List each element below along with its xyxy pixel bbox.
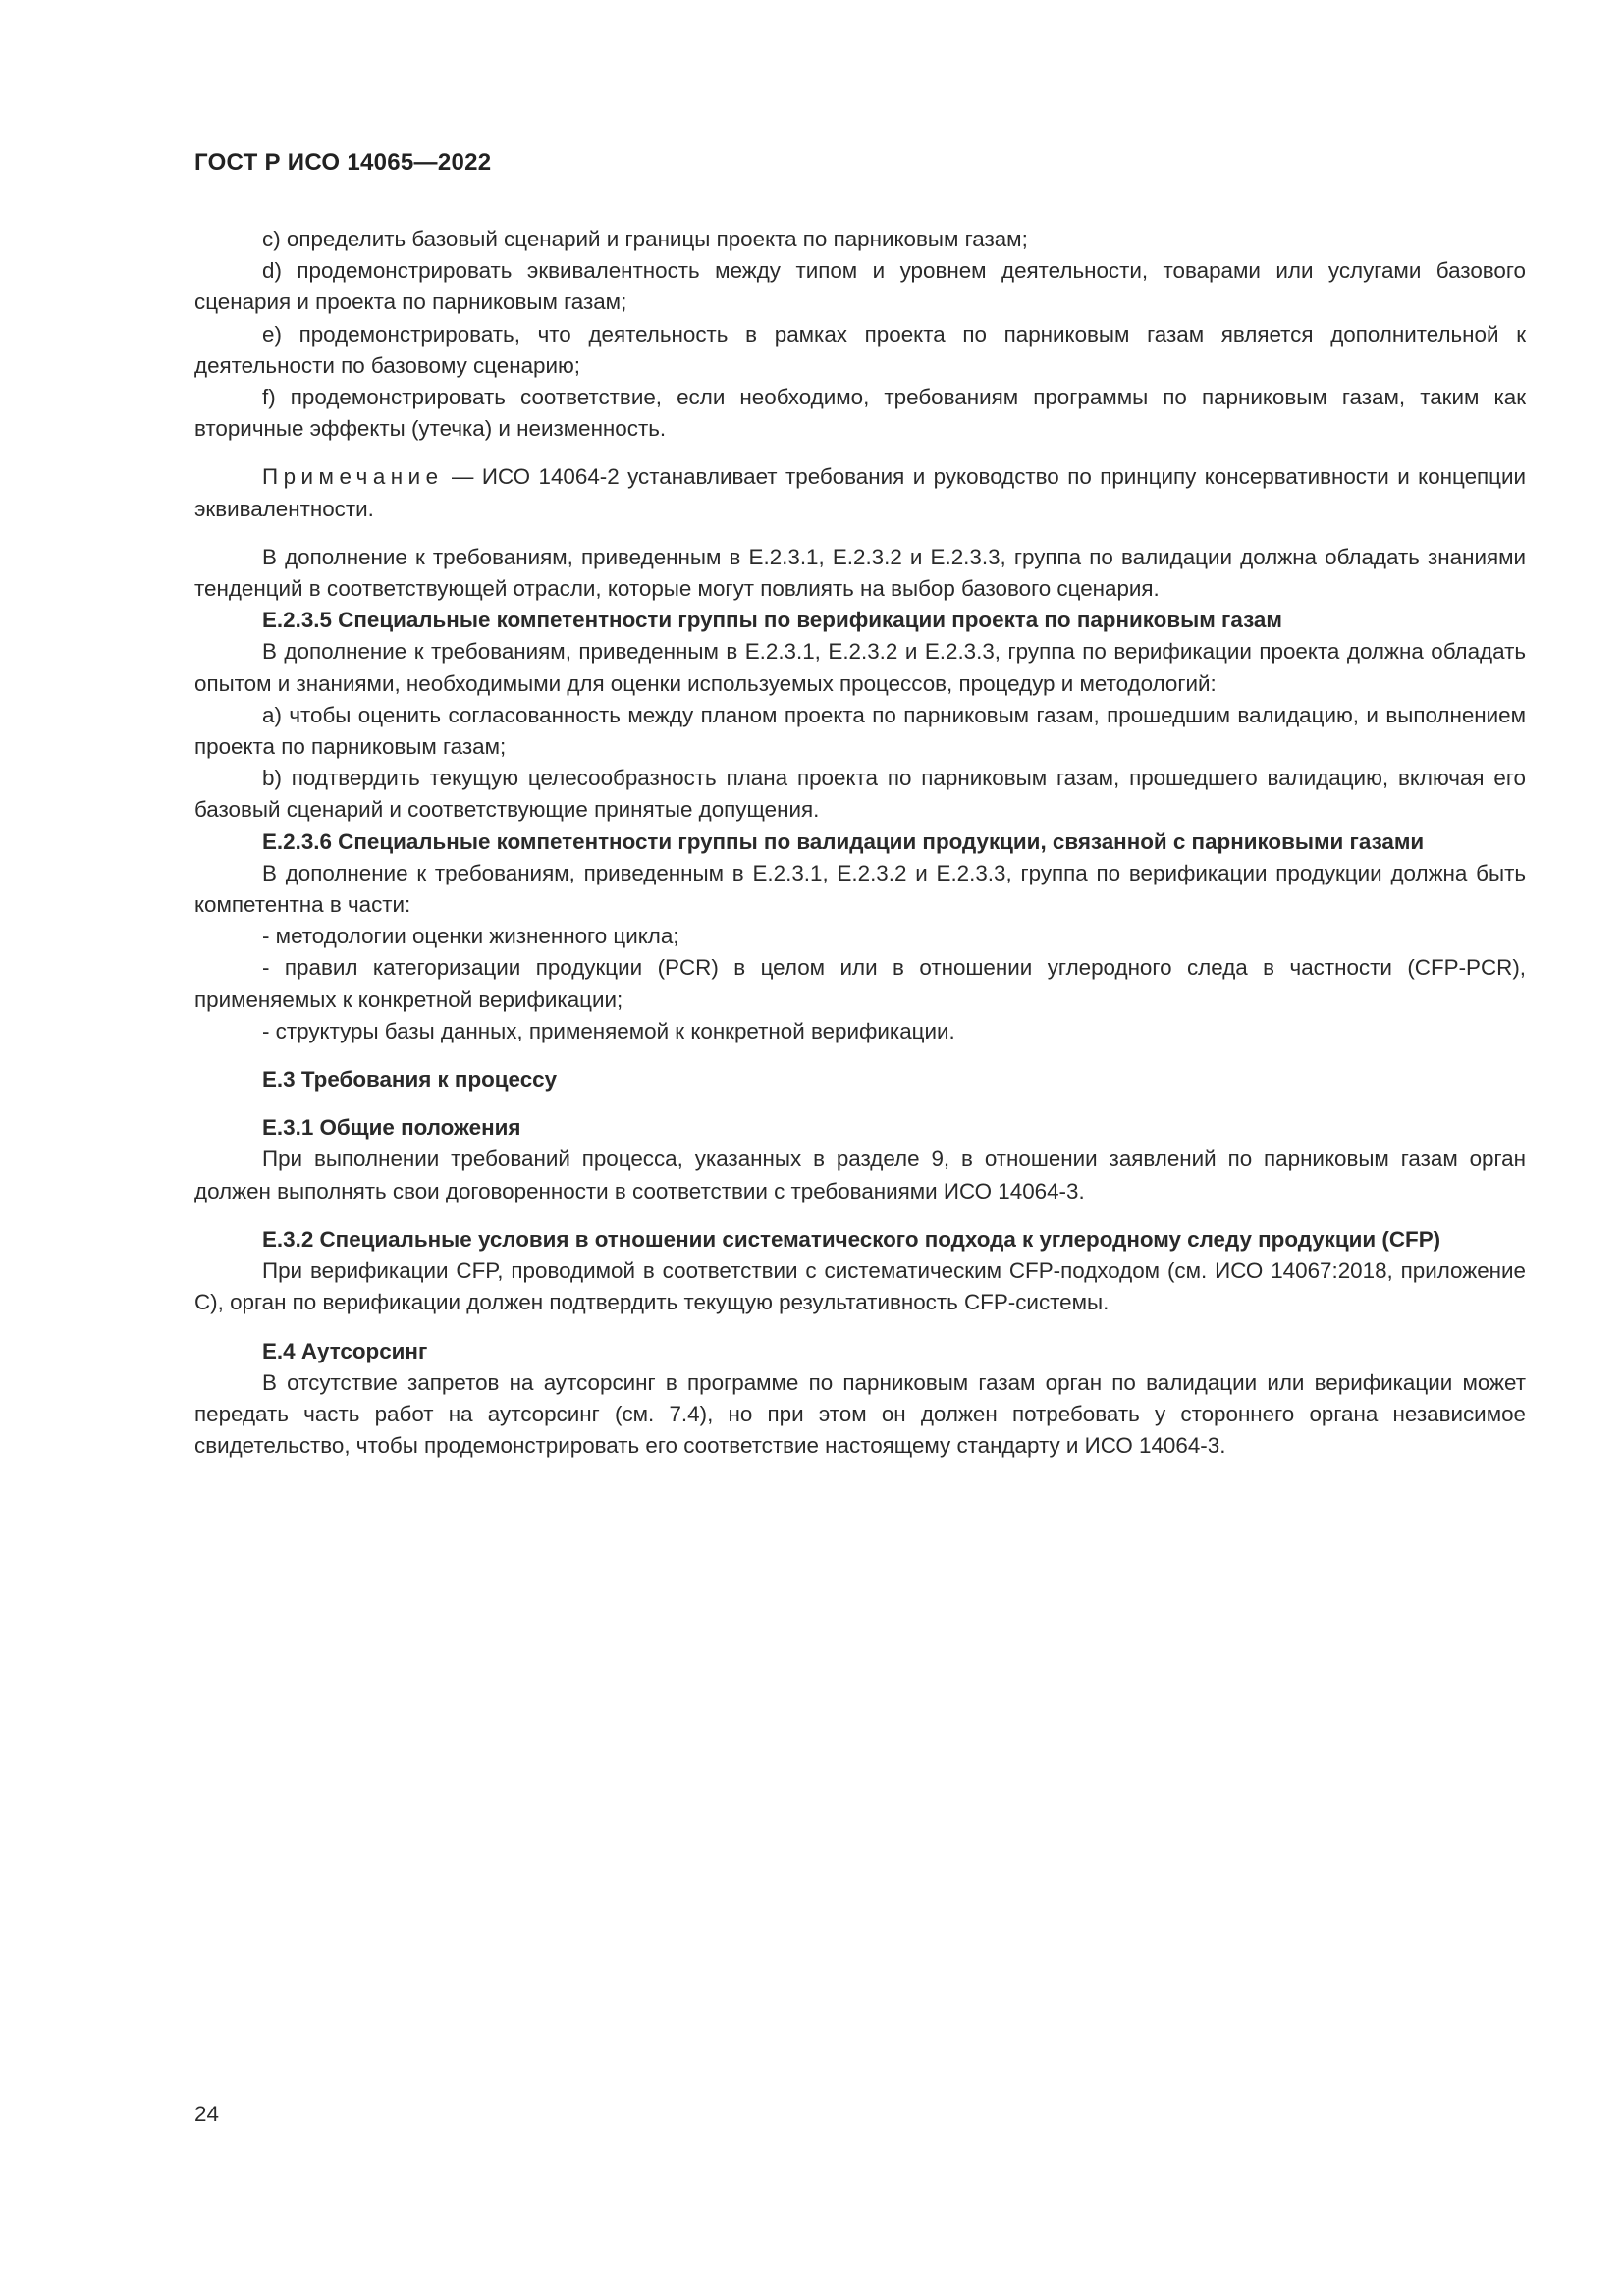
- document-body: [194, 224, 1526, 1462]
- list-item-c: с) определить базовый сценарий и границы проекта по парниковым газам;: [262, 227, 1028, 251]
- note-text: — ИСО 14064-2 устанавливает требования и руководство по принципу консервативности и концепции эквивалентности.: [194, 464, 1526, 521]
- section-heading-e32: Е.3.2 Специальные условия в отношении систематического подхода к углеродному следу продукции (CFP): [262, 1226, 1441, 1252]
- list-item-f: f) продемонстрировать соответствие, если необходимо, требованиям программы по парниковым газам, таким как вторичные эффекты (утечка) и неизменность.: [194, 385, 1526, 442]
- e235-item-a: а) чтобы оценить согласованность между планом проекта по парниковым газам, прошедшим валидацию, и выполнением проекта по парниковым газам;: [194, 702, 1526, 760]
- list-item-e: е) продемонстрировать, что деятельность в рамках проекта по парниковым газам является дополнительной к деятельности по базовому сценарию;: [194, 321, 1526, 378]
- section-heading-e31: Е.3.1 Общие положения: [262, 1115, 521, 1141]
- section-heading-e4: Е.4 Аутсорсинг: [262, 1338, 428, 1363]
- e236-item-3: - структуры базы данных, применяемой к конкретной верификации.: [262, 1018, 955, 1043]
- list-item-d: d) продемонстрировать эквивалентность между типом и уровнем деятельности, товарами или услугами базового сценария и проекта по парниковым газам;: [194, 258, 1526, 315]
- page-number: 24: [194, 2102, 219, 2126]
- e235-item-b: b) подтвердить текущую целесообразность плана проекта по парниковым газам, прошедшего валидацию, включая его базовый сценарий и соответствующие принятые допущения.: [194, 766, 1526, 823]
- e31-text: При выполнении требований процесса, указанных в разделе 9, в отношении заявлений по парниковым газам орган должен выполнять свои договоренности в соответствии с требованиями ИСО 14064-3.: [194, 1147, 1526, 1203]
- page-header-title: ГОСТ Р ИСО 14065—2022: [194, 149, 492, 176]
- section-heading-e235: Е.2.3.5 Специальные компетентности группы по верификации проекта по парниковым газам: [262, 608, 1282, 633]
- e236-item-2: - правил категоризации продукции (PCR) в целом или в отношении углеродного следа в частности (CFP-PCR), применяемых к конкретной верификации;: [194, 955, 1526, 1012]
- e235-intro: В дополнение к требованиям, приведенным в Е.2.3.1, Е.2.3.2 и Е.2.3.3, группа по верификации проекта должна обладать опытом и знаниями, необходимыми для оценки используемых процессов, процедур и методологий:: [194, 639, 1526, 696]
- e32-text: При верификации CFP, проводимой в соответствии с систематическим CFP-подходом (см. ИСО 14067:2018, приложение С), орган по верификации должен подтвердить текущую результативность CFP-системы.: [194, 1258, 1526, 1315]
- note-label: Примечание: [262, 464, 444, 490]
- section-heading-e236: Е.2.3.6 Специальные компетентности группы по валидации продукции, связанной с парниковыми газами: [262, 828, 1425, 854]
- e236-item-1: - методологии оценки жизненного цикла;: [262, 924, 679, 949]
- section-heading-e3: Е.3 Требования к процессу: [262, 1067, 558, 1093]
- validation-paragraph: В дополнение к требованиям, приведенным в Е.2.3.1, Е.2.3.2 и Е.2.3.3, группа по валидации должна обладать знаниями тенденций в соответствующей отрасли, которые могут повлиять на выбор базового сценария.: [194, 544, 1526, 602]
- e4-text: В отсутствие запретов на аутсорсинг в программе по парниковым газам орган по валидации или верификации может передать часть работ на аутсорсинг (см. 7.4), но при этом он должен потребовать у стороннего органа независимое свидетельство, чтобы продемонстрировать его соответствие настоящему стандарту и ИСО 14064-3.: [194, 1369, 1526, 1459]
- e236-intro: В дополнение к требованиям, приведенным в Е.2.3.1, Е.2.3.2 и Е.2.3.3, группа по верификации продукции должна быть компетентна в части:: [194, 860, 1526, 918]
- note-paragraph: [194, 461, 1526, 524]
